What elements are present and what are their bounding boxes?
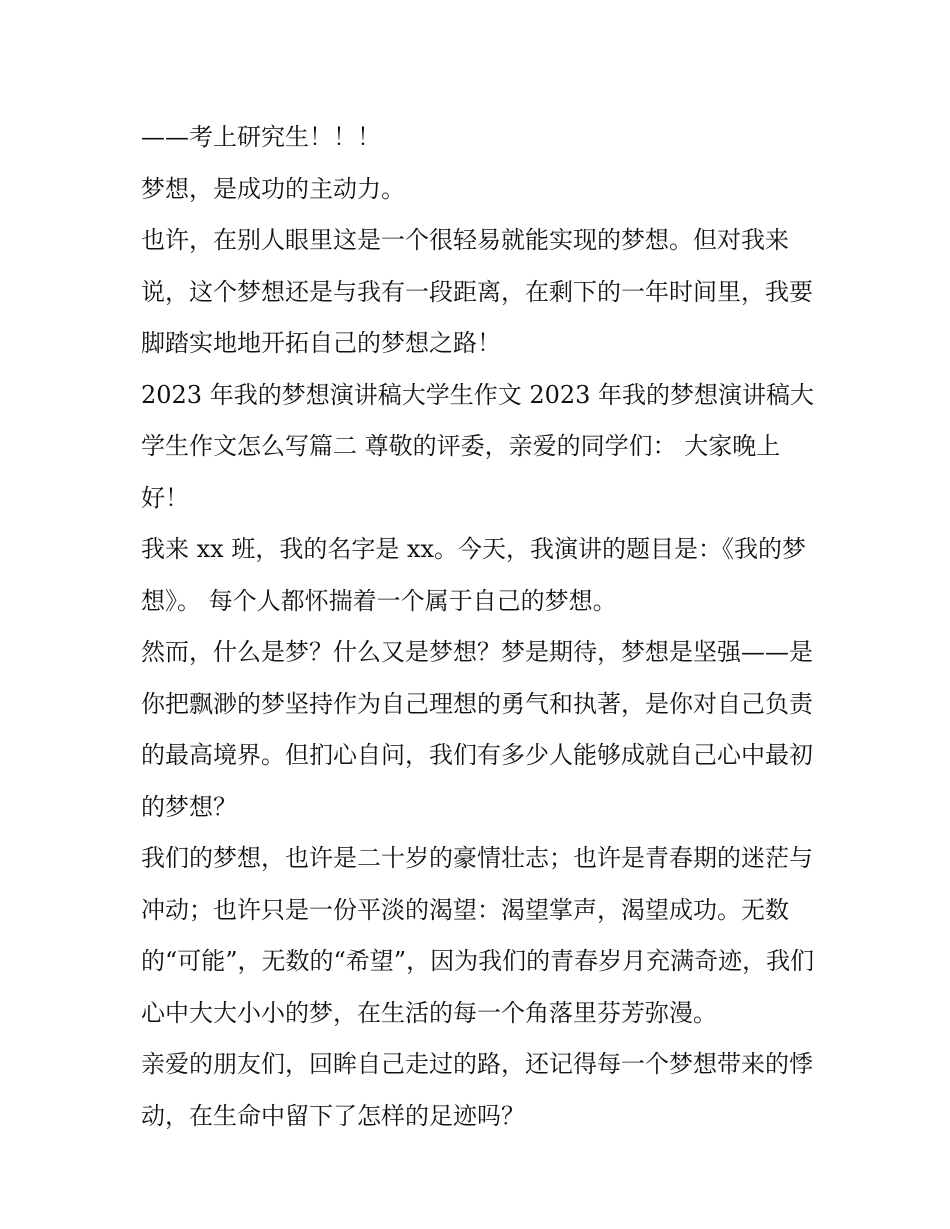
paragraph-exam-goal: ——考上研究生！！！ [141,123,381,151]
paragraph-dream-motivation: 梦想，是成功的主动力。 [141,174,405,203]
paragraph-what-is-dream: 然而，什么是梦？什么又是梦想？梦是期待，梦想是坚强——是你把飘渺的梦坚持作为自己理想的勇气和执著，是你对自己负责的最高境界。但扪心自问，我们有多少人能够成就自己心中最初的梦想？ [141,638,813,821]
paragraph-dear-friends: 亲爱的朋友们，回眸自己走过的路，还记得每一个梦想带来的悸动，在生命中留下了怎样的足迹吗？ [141,1050,813,1130]
paragraph-essay-title-greeting: 2023 年我的梦想演讲稿大学生作文 2023 年我的梦想演讲稿大学生作文怎么写篇二 尊敬的评委，亲爱的同学们： 大家晚上好！ [141,380,815,512]
paragraph-our-dreams: 我们的梦想，也许是二十岁的豪情壮志；也许是青春期的迷茫与冲动；也许只是一份平淡的渴望：渴望掌声，渴望成功。无数的“可能”，无数的“希望”，因为我们的青春岁月充满奇迹，我们心中大大小小的梦，在生活的每一个角落里芬芳弥漫。 [141,844,815,1027]
paragraph-dream-distance: 也许，在别人眼里这是一个很轻易就能实现的梦想。但对我来说，这个梦想还是与我有一段距离，在剩下的一年时间里，我要脚踏实地地开拓自己的梦想之路！ [141,226,813,357]
paragraph-speech-topic: 我来 xx 班，我的名字是 xx。今天，我演讲的题目是：《我的梦想》。 每个人都怀揣着一个属于自己的梦想。 [141,535,807,615]
document-body [141,112,821,1142]
